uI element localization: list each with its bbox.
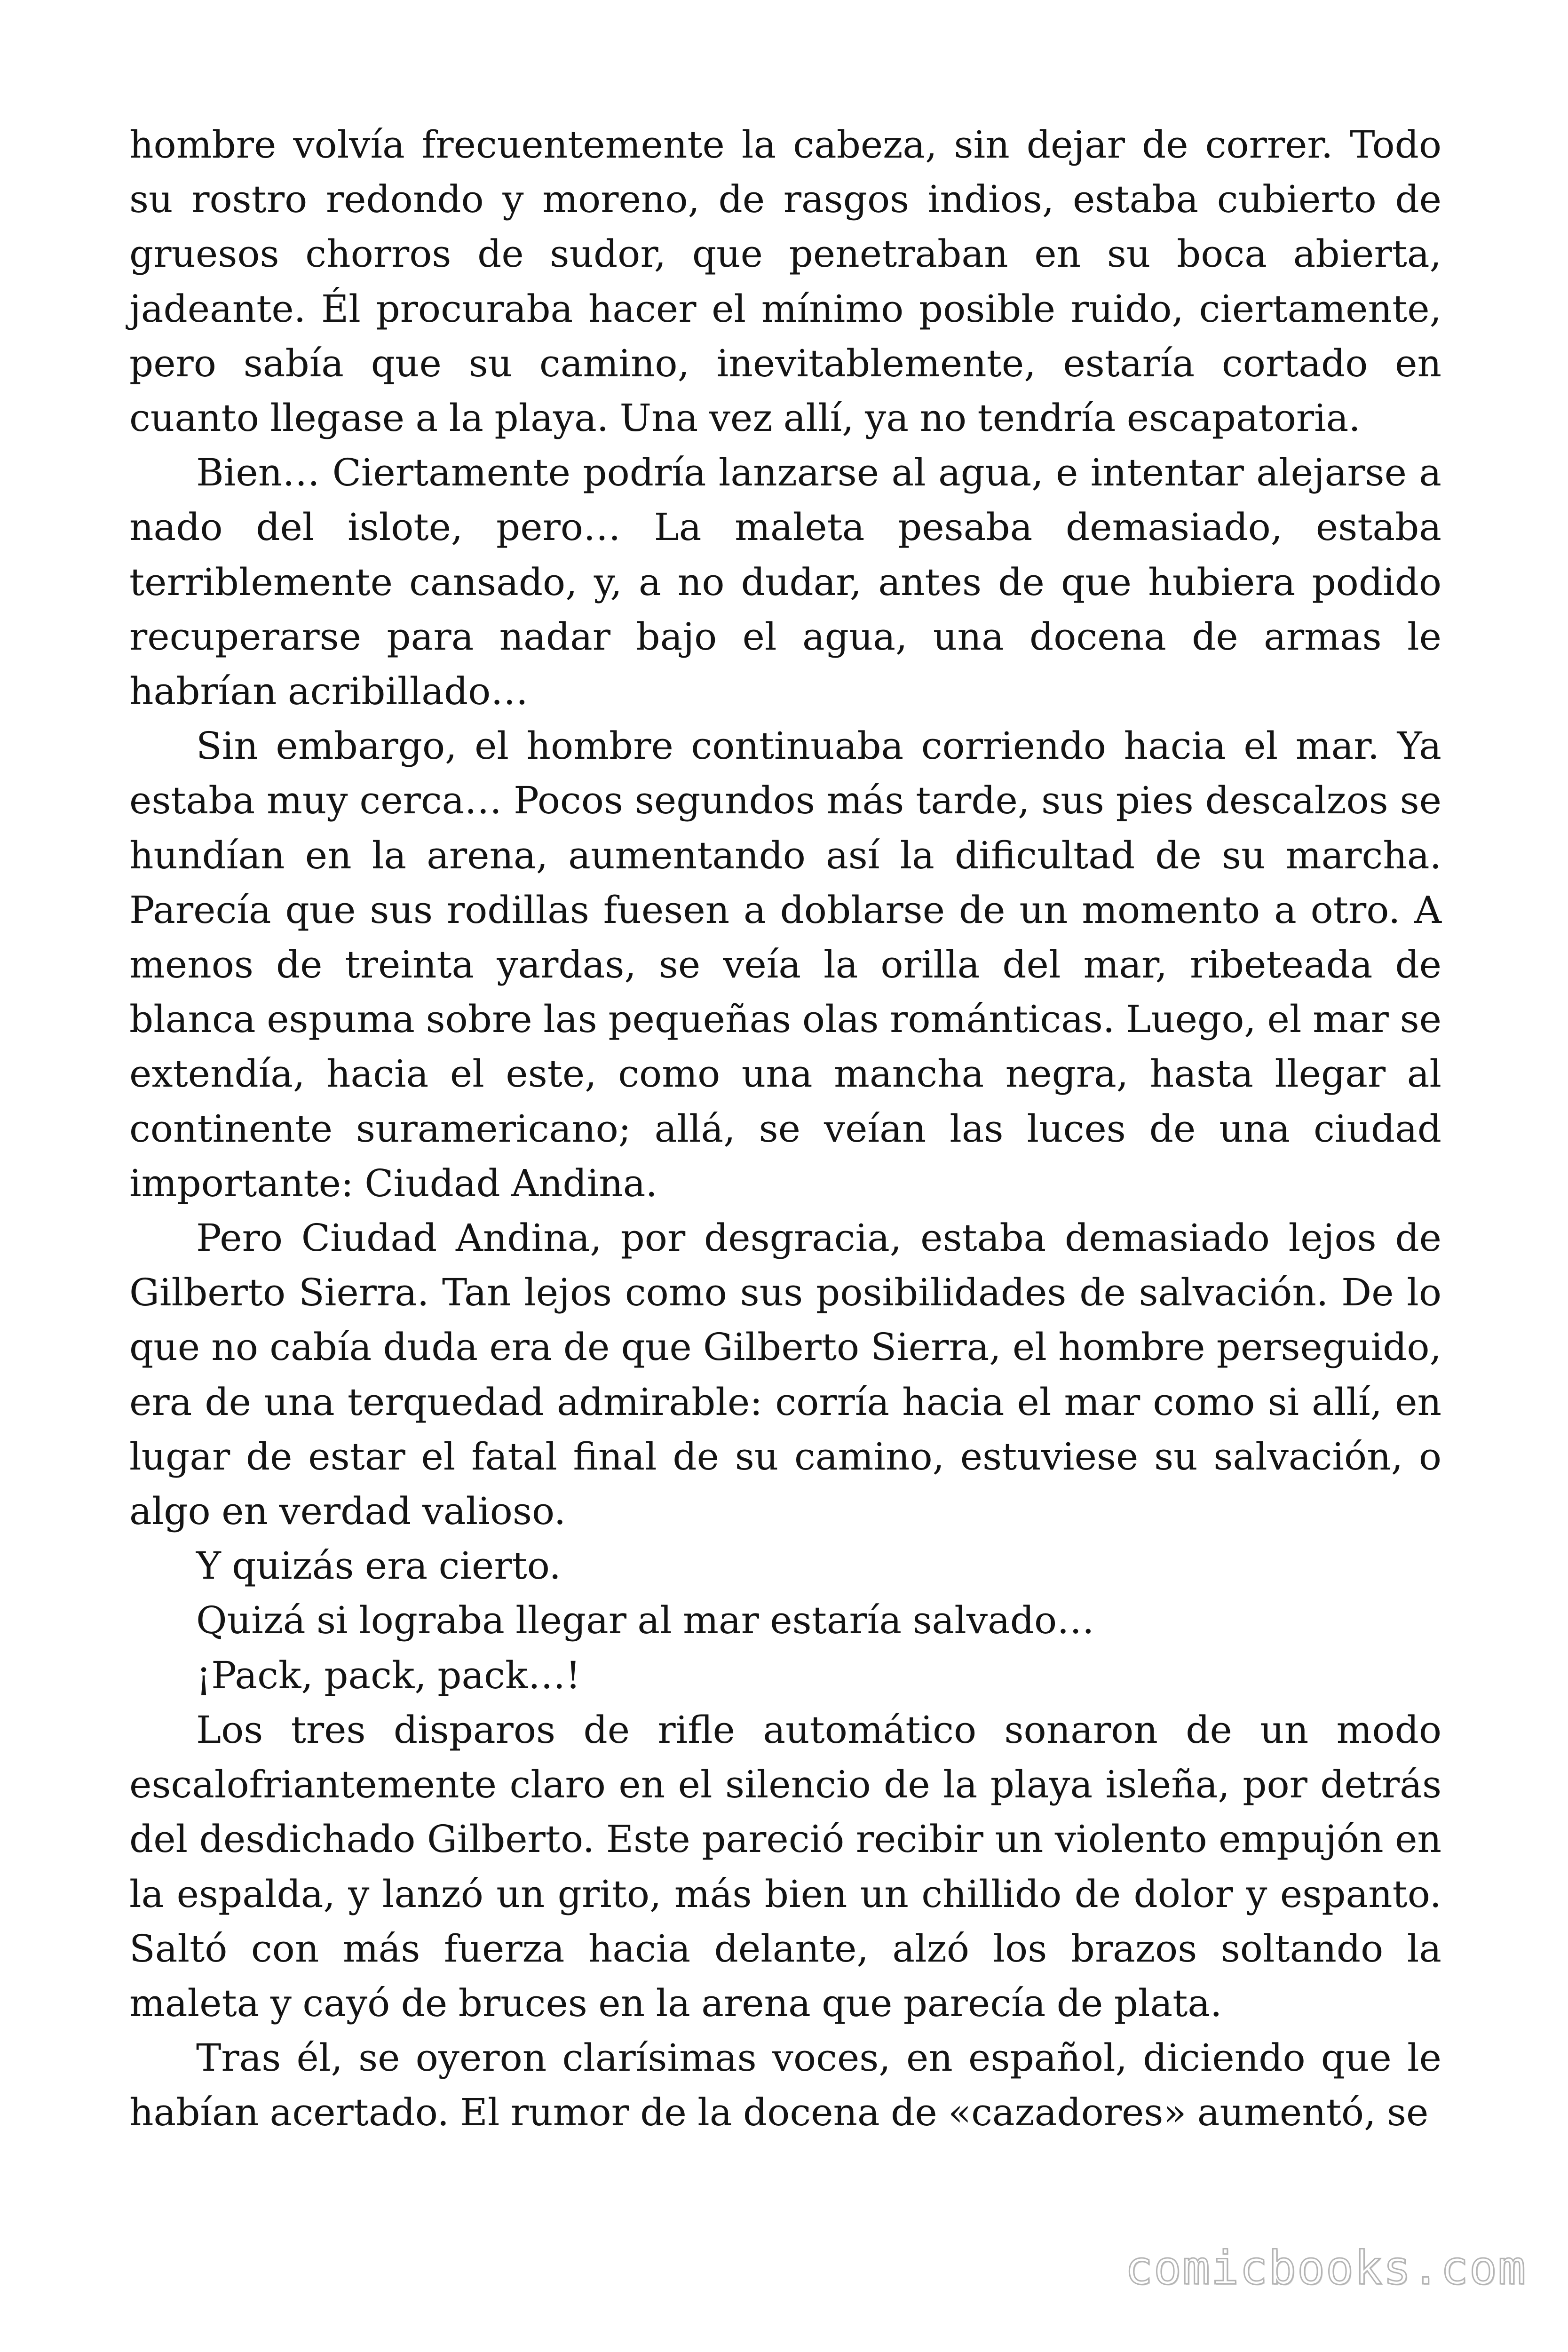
paragraph-4: Pero Ciudad Andina, por desgracia, estaba demasiado lejos de Gilberto Sierra. Tan lejos como sus posibilidades de salvación. De lo que no cabía duda era de que Gilberto Sierra, el hombre perseguido, era de una terquedad admirable: corría hacia el mar como si allí, en lugar de estar el fatal final de su camino, estuviese su salvación, o algo en verdad valioso. xyxy=(129,1216,1441,1534)
watermark: comicbooks.com xyxy=(1125,2241,1527,2295)
paragraph-6: Quizá si lograba llegar al mar estaría salvado… xyxy=(196,1598,1095,1643)
paragraph-3: Sin embargo, el hombre continuaba corriendo hacia el mar. Ya estaba muy cerca… Pocos segundos más tarde, sus pies descalzos se hundían en la arena, aumentando así la dificultad de su marcha. Parecía que sus rodillas fuesen a doblarse de un momento a otro. A menos de treinta yardas, se veía la orilla del mar, ribeteada de blanca espuma sobre las pequeñas olas románticas. Luego, el mar se extendía, hacia el este, como una mancha negra, hasta llegar al continente suramericano; allá, se veían las luces de una ciudad importante: Ciudad Andina. xyxy=(129,724,1441,1205)
paragraph-5: Y quizás era cierto. xyxy=(196,1544,561,1588)
paragraph-8: Los tres disparos de rifle automático sonaron de un modo escalofriantemente claro en el silencio de la playa isleña, por detrás del desdichado Gilberto. Este pareció recibir un violento empujón en la espalda, y lanzó un grito, más bien un chillido de dolor y espanto. Saltó con más fuerza hacia delante, alzó los brazos soltando la maleta y cayó de bruces en la arena que parecía de plata. xyxy=(129,1708,1441,2025)
paragraph-2: Bien… Ciertamente podría lanzarse al agua, e intentar alejarse a nado del islote, pero… La maleta pesaba demasiado, estaba terriblemente cansado, y, a no dudar, antes de que hubiera podido recuperarse para nadar bajo el agua, una docena de armas le habrían acribillado… xyxy=(129,451,1441,714)
book-page-text xyxy=(129,118,1441,2140)
paragraph-1: hombre volvía frecuentemente la cabeza, sin dejar de correr. Todo su rostro redondo y moreno, de rasgos indios, estaba cubierto de gruesos chorros de sudor, que penetraban en su boca abierta, jadeante. Él procuraba hacer el mínimo posible ruido, ciertamente, pero sabía que su camino, inevitablemente, estaría cortado en cuanto llegase a la playa. Una vez allí, ya no tendría escapatoria. xyxy=(129,123,1441,440)
paragraph-9: Tras él, se oyeron clarísimas voces, en español, diciendo que le habían acertado. El rumor de la docena de «cazadores» aumentó, se xyxy=(129,2036,1441,2135)
paragraph-7: ¡Pack, pack, pack…! xyxy=(196,1653,581,1697)
